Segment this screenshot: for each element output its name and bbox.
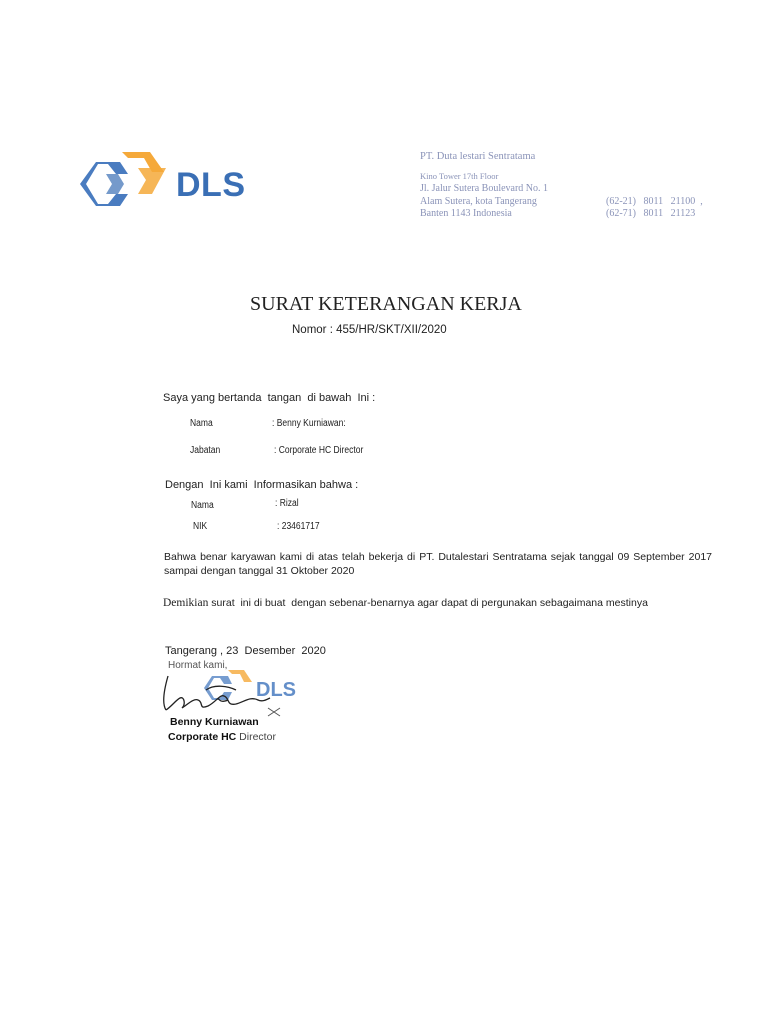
handwritten-signature-icon: [158, 670, 288, 718]
phone-1: (62-21) 8011 21100 ,: [606, 196, 703, 207]
closing-word: Demikian: [163, 597, 209, 609]
closing-sentence: [163, 597, 648, 609]
closing-rest: surat ini di buat dengan sebenar-benarnya agar dapat di pergunakan sebagaimana mestinya: [208, 597, 648, 609]
signer-title-bold: Corporate HC: [168, 731, 237, 743]
place-date: Tangerang , 23 Desember 2020: [165, 645, 326, 657]
statement-paragraph: Bahwa benar karyawan kami di atas telah bekerja di PT. Dutalestari Sentratama sejak tanggal 09 September 2017 sampai dengan tanggal 31 Oktober 2020: [164, 551, 712, 577]
document-title: SURAT KETERANGAN KERJA: [250, 293, 522, 315]
signature-block: [158, 662, 318, 746]
employee-nik-label: NIK: [193, 521, 208, 532]
signatory-position-value: : Corporate HC Director: [274, 445, 364, 456]
address-line-1: Kino Tower 17th Floor: [420, 171, 499, 181]
inform-text: Dengan Ini kami Informasikan bahwa :: [165, 479, 359, 491]
phone-2: (62-71) 8011 21123: [606, 208, 696, 219]
signatory-position-label: Jabatan: [190, 445, 221, 456]
address-line-3: Alam Sutera, kota Tangerang: [420, 196, 537, 207]
employee-nik-value: : 23461717: [277, 521, 320, 532]
stamp-text: DLS: [256, 679, 296, 701]
signer-title: [168, 731, 276, 743]
logo-text: DLS: [176, 166, 246, 204]
company-logo-icon: [76, 150, 168, 220]
employee-name-value: : Rizal: [275, 498, 299, 509]
employee-name-label: Nama: [191, 500, 214, 511]
address-line-4: Banten 1143 Indonesia: [420, 208, 512, 219]
signer-title-rest: Director: [236, 731, 276, 743]
signer-name: Benny Kurniawan: [170, 716, 259, 728]
regards-text: Hormat kami,: [168, 660, 228, 671]
intro-text: Saya yang bertanda tangan di bawah Ini :: [163, 392, 376, 404]
signatory-name-label: Nama: [190, 418, 213, 429]
address-line-2: Jl. Jalur Sutera Boulevard No. 1: [420, 183, 549, 194]
document-number: Nomor : 455/HR/SKT/XII/2020: [292, 324, 447, 336]
company-name: PT. Duta lestari Sentratama: [420, 151, 536, 162]
signatory-name-value: : Benny Kurniawan:: [272, 418, 346, 429]
